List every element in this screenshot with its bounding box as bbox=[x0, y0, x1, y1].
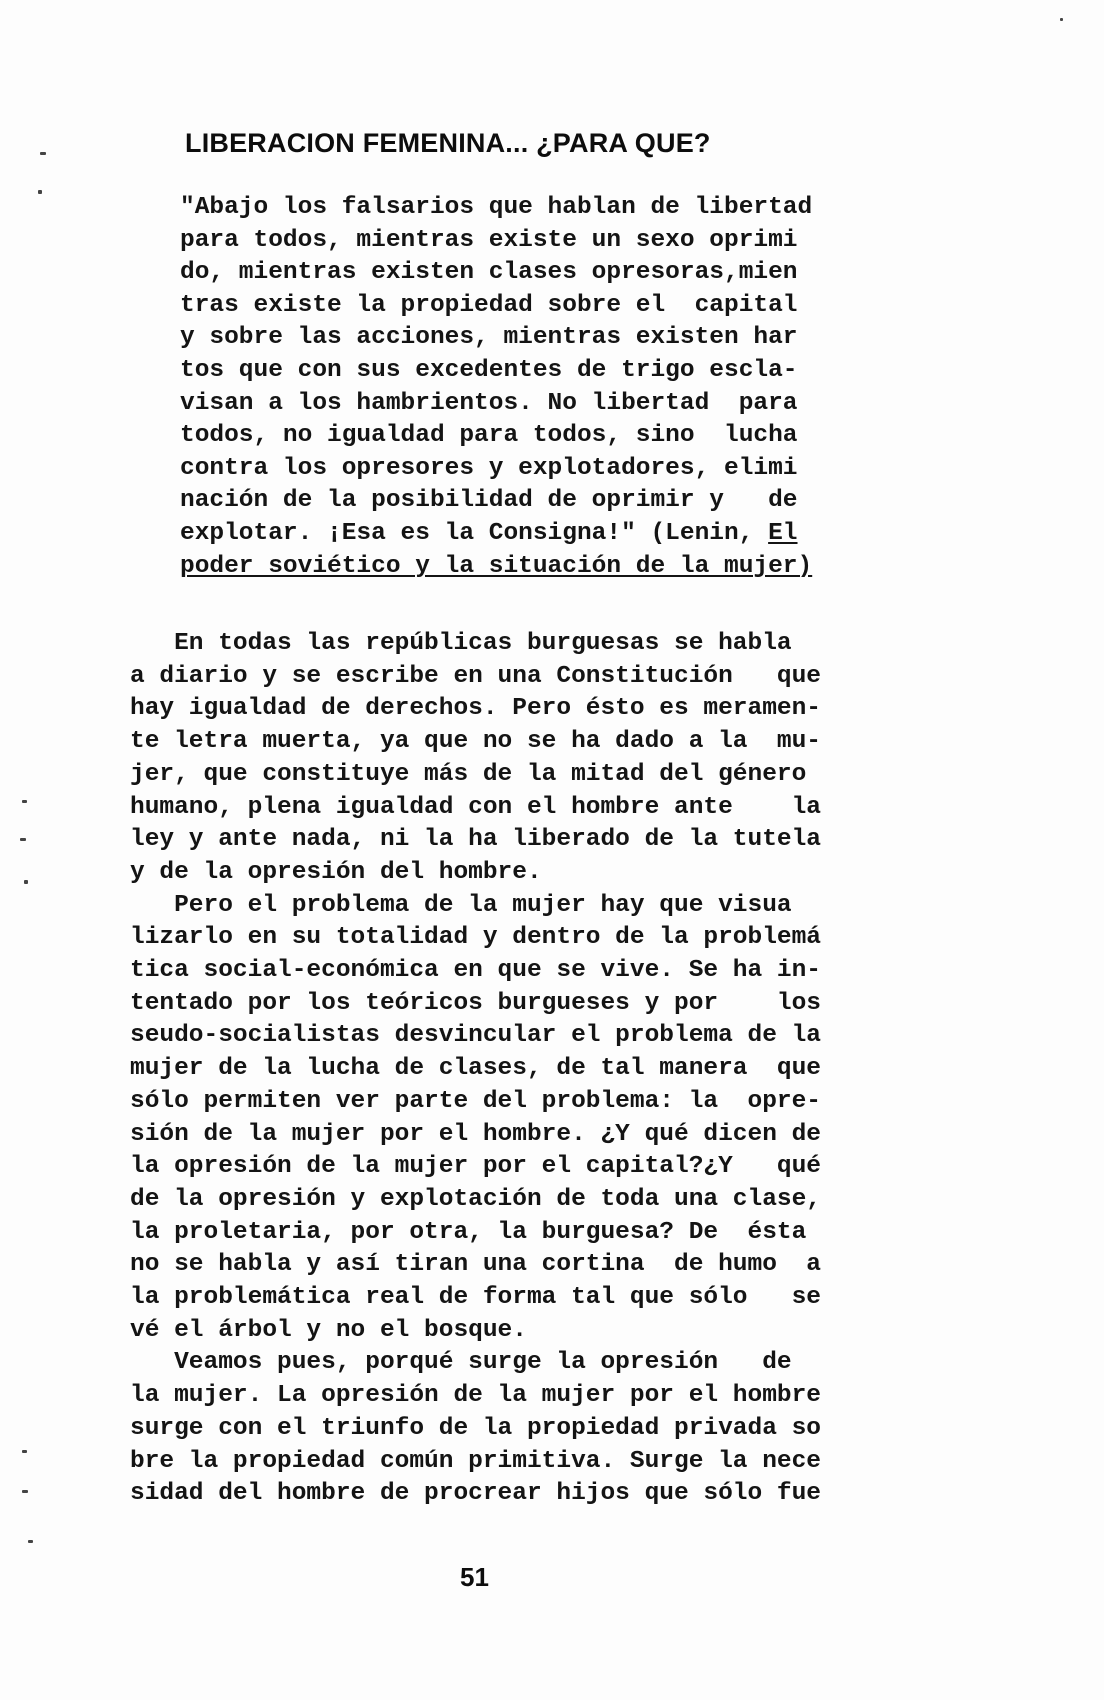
body-line: tentado por los teóricos burgueses y por los bbox=[130, 989, 822, 1017]
body-line: surge con el triunfo de la propiedad privada so bbox=[130, 1414, 822, 1442]
body-line: seudo-socialistas desvincular el problema de la bbox=[130, 1022, 822, 1050]
epigraph-quote bbox=[180, 192, 880, 583]
scan-speck bbox=[22, 1450, 27, 1453]
body-line: bre la propiedad común primitiva. Surge la nece bbox=[130, 1447, 822, 1475]
body-line: sión de la mujer por el hombre. ¿Y qué dicen de bbox=[130, 1120, 822, 1148]
epigraph-line: tos que con sus excedentes de trigo escla- bbox=[180, 356, 798, 384]
scan-speck bbox=[24, 880, 28, 884]
scan-speck bbox=[20, 838, 26, 841]
epigraph-source-prefix: El bbox=[768, 519, 798, 547]
body-line: te letra muerta, ya que no se ha dado a la mu- bbox=[130, 728, 822, 756]
epigraph-line: nación de la posibilidad de oprimir y de bbox=[180, 487, 798, 515]
body-line: jer, que constituye más de la mitad del género bbox=[130, 760, 807, 788]
body-line: lizarlo en su totalidad y dentro de la problemá bbox=[130, 924, 822, 952]
epigraph-line: para todos, mientras existe un sexo oprimi bbox=[180, 226, 798, 254]
scan-speck bbox=[22, 800, 27, 803]
page-title: LIBERACION FEMENINA... ¿PARA QUE? bbox=[185, 128, 711, 158]
epigraph-line: contra los opresores y explotadores, elimi bbox=[180, 454, 798, 482]
body-line: ley y ante nada, ni la ha liberado de la tutela bbox=[130, 826, 822, 854]
body-text bbox=[130, 628, 910, 1511]
epigraph-line: do, mientras existen clases opresoras,mien bbox=[180, 259, 798, 287]
scan-speck bbox=[38, 190, 42, 194]
body-line: y de la opresión del hombre. bbox=[130, 858, 542, 886]
body-line: Veamos pues, porqué surge la opresión de bbox=[130, 1349, 792, 1377]
scan-speck bbox=[28, 1540, 33, 1543]
body-line: la opresión de la mujer por el capital?¿Y qué bbox=[130, 1153, 822, 1181]
epigraph-line: y sobre las acciones, mientras existen har bbox=[180, 324, 798, 352]
epigraph-line: "Abajo los falsarios que hablan de libertad bbox=[180, 194, 813, 221]
epigraph-line: todos, no igualdad para todos, sino lucha bbox=[180, 422, 798, 450]
body-line: mujer de la lucha de clases, de tal manera que bbox=[130, 1055, 822, 1083]
body-line: sidad del hombre de procrear hijos que sólo fue bbox=[130, 1480, 822, 1508]
body-line: la mujer. La opresión de la mujer por el hombre bbox=[130, 1382, 822, 1410]
epigraph-line bbox=[180, 518, 880, 551]
body-line: sólo permiten ver parte del problema: la opre- bbox=[130, 1087, 822, 1115]
body-line: humano, plena igualdad con el hombre ante la bbox=[130, 793, 822, 821]
scan-speck bbox=[1060, 18, 1063, 21]
body-line: En todas las repúblicas burguesas se habla bbox=[130, 630, 792, 657]
body-line: no se habla y así tiran una cortina de humo a bbox=[130, 1251, 822, 1279]
page-number: 51 bbox=[460, 1562, 489, 1592]
body-line: a diario y se escribe en una Constitución que bbox=[130, 662, 822, 690]
body-line: de la opresión y explotación de toda una clase, bbox=[130, 1185, 822, 1213]
scan-speck bbox=[22, 1490, 28, 1493]
body-line: hay igualdad de derechos. Pero ésto es meramen- bbox=[130, 695, 822, 723]
epigraph-line: tras existe la propiedad sobre el capital bbox=[180, 291, 798, 319]
epigraph-source: poder soviético y la situación de la mujer) bbox=[180, 552, 813, 580]
body-line: vé el árbol y no el bosque. bbox=[130, 1316, 527, 1344]
body-line: la problemática real de forma tal que sólo se bbox=[130, 1284, 822, 1312]
epigraph-line-text: explotar. ¡Esa es la Consigna!" (Lenin, bbox=[180, 519, 754, 547]
body-line: tica social-económica en que se vive. Se ha in- bbox=[130, 957, 822, 985]
epigraph-line: visan a los hambrientos. No libertad para bbox=[180, 389, 798, 417]
body-line: Pero el problema de la mujer hay que visua bbox=[130, 891, 792, 919]
body-line: la proletaria, por otra, la burguesa? De ésta bbox=[130, 1218, 807, 1246]
scan-speck bbox=[40, 152, 46, 155]
